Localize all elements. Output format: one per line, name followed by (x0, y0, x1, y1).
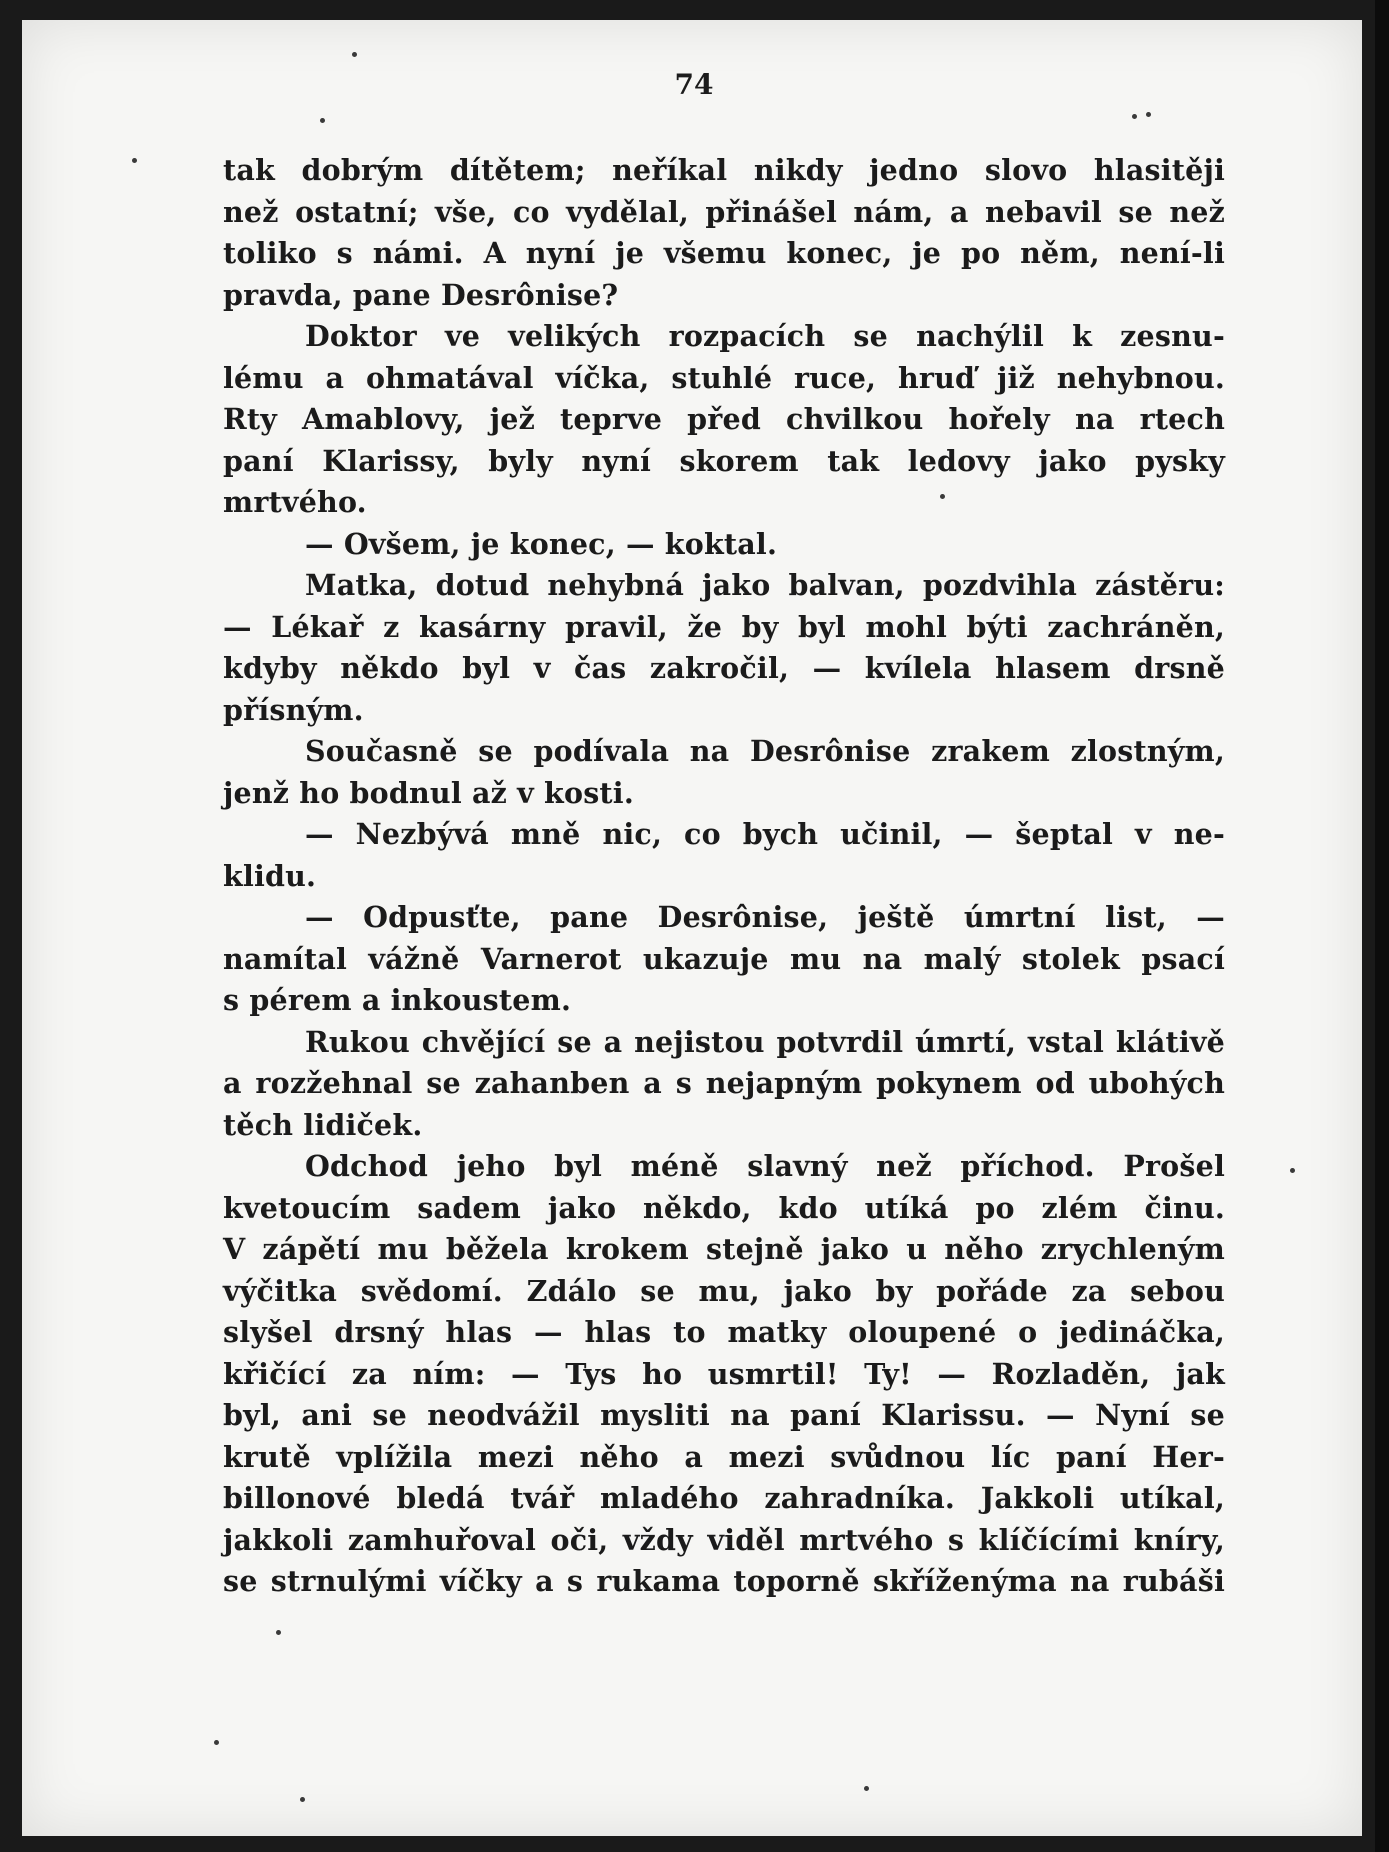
text-line: Současně se podívala na Desrônise zrakem zlostným, (305, 734, 1225, 768)
text-line: a rozžehnal se zahanben a s nejapným pokynem od ubohých (223, 1066, 1225, 1100)
body-text (223, 150, 1225, 1603)
scan-speck (214, 1740, 219, 1745)
text-line: Doktor ve velikých rozpacích se nachýlil k zesnu- (305, 319, 1225, 353)
text-line: přísným. (223, 692, 364, 727)
text-line: — Lékař z kasárny pravil, že by byl mohl býti zachráněn, (223, 609, 1225, 644)
text-line: toliko s námi. A nyní je všemu konec, je po něm, není-li (223, 236, 1225, 270)
text-line: V zápětí mu běžela krokem stejně jako u něho zrychleným (223, 1232, 1225, 1266)
text-line: s pérem a inkoustem. (223, 983, 572, 1017)
text-line: krutě vplížila mezi něho a mezi svůdnou líc paní Her- (223, 1439, 1225, 1474)
text-line: paní Klarissy, byly nyní skorem tak ledovy jako pysky (223, 443, 1225, 478)
scan-speck (940, 494, 945, 499)
scan-speck (864, 1786, 869, 1791)
text-line: než ostatní; vše, co vydělal, přinášel nám, a nebavil se než (223, 194, 1225, 229)
text-line: — Ovšem, je konec, — koktal. (305, 526, 778, 561)
text-line: křičící za ním: — Tys ho usmrtil! Ty! — Rozladěn, jak (223, 1356, 1225, 1391)
scan-speck (1290, 1168, 1295, 1173)
text-line: kdyby někdo byl v čas zakročil, — kvílela hlasem drsně (223, 651, 1225, 685)
scan-speck (352, 52, 357, 57)
text-line: Odchod jeho byl méně slavný než příchod. Prošel (305, 1149, 1225, 1183)
text-line: těch lidiček. (223, 1107, 423, 1142)
text-line: klidu. (223, 858, 317, 893)
scan-speck (1146, 112, 1151, 117)
text-line: výčitka svědomí. Zdálo se mu, jako by pořáde za sebou (223, 1273, 1225, 1308)
text-line: se strnulými víčky a s rukama toporně skříženýma na rubáši (223, 1564, 1225, 1598)
text-line: namítal vážně Varnerot ukazuje mu na malý stolek psací (223, 941, 1225, 976)
page-number: 74 (674, 68, 714, 101)
scan-speck (276, 1630, 281, 1635)
text-line: Matka, dotud nehybná jako balvan, pozdvihla zástěru: (305, 568, 1225, 602)
text-line: — Nezbývá mně nic, co bych učinil, — šeptal v ne- (305, 817, 1225, 851)
text-line: Rty Amablovy, jež teprve před chvilkou hořely na rtech (223, 402, 1225, 436)
text-line: byl, ani se neodvážil mysliti na paní Klarissu. — Nyní se (223, 1398, 1225, 1432)
text-line: pravda, pane Desrônise? (223, 277, 619, 312)
scan-speck (320, 118, 325, 123)
text-line: Rukou chvějící se a nejistou potvrdil úmrtí, vstal klátivě (305, 1024, 1225, 1059)
text-line: jenž ho bodnul až v kosti. (223, 775, 634, 810)
scan-speck (1132, 114, 1137, 119)
text-line: slyšel drsný hlas — hlas to matky oloupené o jedináčka, (223, 1315, 1225, 1349)
text-line: — Odpusťte, pane Desrônise, ještě úmrtní list, — (305, 900, 1225, 934)
scan-speck (132, 158, 137, 163)
text-line: kvetoucím sadem jako někdo, kdo utíká po zlém činu. (223, 1190, 1225, 1225)
text-line: jakkoli zamhuřoval oči, vždy viděl mrtvého s klíčícími kníry, (223, 1522, 1225, 1557)
page-edge-shadow (1375, 0, 1389, 1852)
text-line: billonové bledá tvář mladého zahradníka. Jakkoli utíkal, (223, 1481, 1225, 1515)
text-line: mrtvého. (223, 485, 367, 519)
text-line: tak dobrým dítětem; neříkal nikdy jedno slovo hlasitěji (223, 153, 1225, 187)
scan-speck (300, 1797, 305, 1802)
text-line: lému a ohmatával víčka, stuhlé ruce, hruď již nehybnou. (223, 360, 1225, 395)
